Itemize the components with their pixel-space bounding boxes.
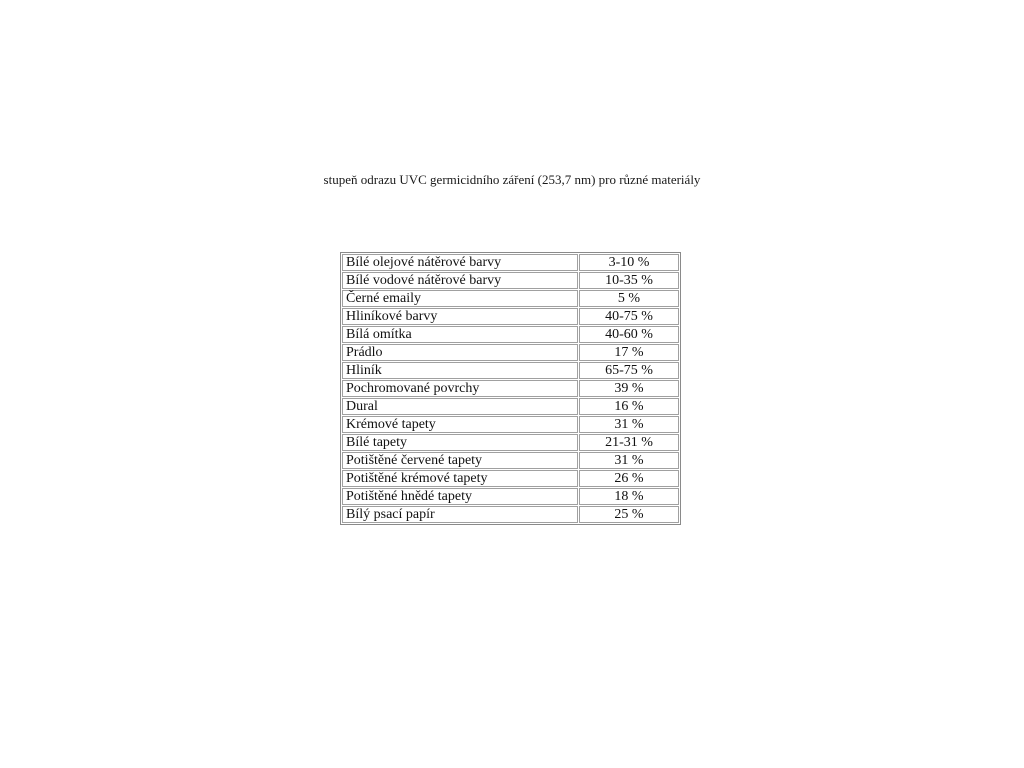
table-row: [342, 290, 679, 307]
reflectance-value-cell: 26 %: [579, 470, 679, 487]
reflectance-value-cell: 21-31 %: [579, 434, 679, 451]
table-row: [342, 434, 679, 451]
material-cell: Bílá omítka: [342, 326, 578, 343]
material-cell: Bílé tapety: [342, 434, 578, 451]
material-cell: Krémové tapety: [342, 416, 578, 433]
table-row: [342, 362, 679, 379]
table-row: [342, 344, 679, 361]
table-row: [342, 470, 679, 487]
material-cell: Dural: [342, 398, 578, 415]
material-cell: Bílý psací papír: [342, 506, 578, 523]
table-caption: stupeň odrazu UVC germicidního záření (253,7 nm) pro různé materiály: [323, 172, 701, 187]
material-cell: Prádlo: [342, 344, 578, 361]
table-row: [342, 488, 679, 505]
material-cell: Bílé olejové nátěrové barvy: [342, 254, 578, 271]
material-cell: Pochromované povrchy: [342, 380, 578, 397]
reflectance-value-cell: 17 %: [579, 344, 679, 361]
reflectance-value-cell: 5 %: [579, 290, 679, 307]
table-row: [342, 272, 679, 289]
table-row: [342, 380, 679, 397]
material-cell: Potištěné červené tapety: [342, 452, 578, 469]
table-row: [342, 506, 679, 523]
reflectance-value-cell: 31 %: [579, 416, 679, 433]
reflectance-value-cell: 18 %: [579, 488, 679, 505]
reflectance-value-cell: 40-75 %: [579, 308, 679, 325]
table-row: [342, 416, 679, 433]
reflectance-value-cell: 25 %: [579, 506, 679, 523]
reflectance-table: [340, 252, 681, 525]
table-row: [342, 308, 679, 325]
reflectance-value-cell: 16 %: [579, 398, 679, 415]
reflectance-value-cell: 3-10 %: [579, 254, 679, 271]
table-row: [342, 254, 679, 271]
material-cell: Potištěné hnědé tapety: [342, 488, 578, 505]
material-cell: Hliníkové barvy: [342, 308, 578, 325]
reflectance-table-container: [340, 252, 681, 525]
table-row: [342, 452, 679, 469]
reflectance-value-cell: 31 %: [579, 452, 679, 469]
material-cell: Hliník: [342, 362, 578, 379]
reflectance-value-cell: 10-35 %: [579, 272, 679, 289]
reflectance-value-cell: 40-60 %: [579, 326, 679, 343]
table-row: [342, 398, 679, 415]
reflectance-value-cell: 65-75 %: [579, 362, 679, 379]
material-cell: Černé emaily: [342, 290, 578, 307]
material-cell: Bílé vodové nátěrové barvy: [342, 272, 578, 289]
material-cell: Potištěné krémové tapety: [342, 470, 578, 487]
reflectance-value-cell: 39 %: [579, 380, 679, 397]
table-row: [342, 326, 679, 343]
